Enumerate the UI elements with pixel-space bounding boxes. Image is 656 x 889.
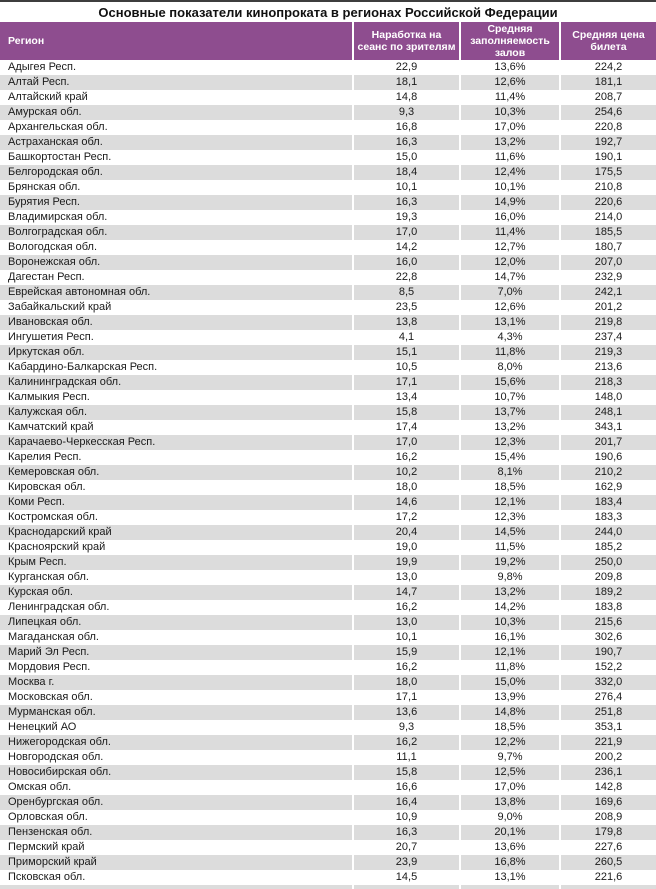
table-row (0, 435, 656, 450)
table-header (0, 22, 656, 60)
region-cell: Красноярский край (0, 540, 352, 555)
avg-occupancy-cell: 16,8% (461, 855, 559, 870)
per-session-attendance-cell: 16,0 (354, 255, 459, 270)
avg-ticket-price-cell: 343,1 (561, 420, 656, 435)
avg-occupancy-cell: 12,7% (461, 240, 559, 255)
per-session-attendance-cell: 17,1 (354, 690, 459, 705)
avg-occupancy-cell: 15,0% (461, 675, 559, 690)
avg-ticket-price-cell: 142,8 (561, 780, 656, 795)
avg-ticket-price-cell: 152,2 (561, 660, 656, 675)
avg-ticket-price-cell: 353,1 (561, 720, 656, 735)
avg-ticket-price-cell: 185,2 (561, 540, 656, 555)
avg-occupancy-cell: 9,0% (461, 810, 559, 825)
table-row (0, 315, 656, 330)
table-row (0, 390, 656, 405)
table-row (0, 825, 656, 840)
avg-occupancy-cell: 12,6% (461, 300, 559, 315)
per-session-attendance-cell: 16,3 (354, 825, 459, 840)
region-cell: Псковская обл. (0, 870, 352, 885)
avg-ticket-price-cell: 219,8 (561, 315, 656, 330)
avg-occupancy-cell: 20,1% (461, 825, 559, 840)
per-session-attendance-cell: 13,0 (354, 570, 459, 585)
avg-ticket-price-cell: 302,6 (561, 630, 656, 645)
region-cell: Омская обл. (0, 780, 352, 795)
per-session-attendance-cell: 16,6 (354, 780, 459, 795)
avg-ticket-price-cell: 209,8 (561, 570, 656, 585)
per-session-attendance-cell: 16,8 (354, 120, 459, 135)
avg-ticket-price-cell: 189,2 (561, 585, 656, 600)
avg-occupancy-cell: 13,7% (461, 405, 559, 420)
table-row (0, 525, 656, 540)
avg-occupancy-cell: 13,2% (461, 420, 559, 435)
table-row (0, 570, 656, 585)
table-row (0, 510, 656, 525)
table-row (0, 420, 656, 435)
per-session-attendance-cell: 17,1 (354, 375, 459, 390)
per-session-attendance-cell: 10,9 (354, 810, 459, 825)
avg-ticket-price-cell: 236,1 (561, 765, 656, 780)
table-row (0, 555, 656, 570)
table-row (0, 645, 656, 660)
avg-occupancy-cell: 13,9% (461, 690, 559, 705)
per-session-attendance-cell: 10,2 (354, 465, 459, 480)
avg-ticket-price-cell: 332,0 (561, 675, 656, 690)
table-row (0, 285, 656, 300)
per-session-attendance-cell: 17,2 (354, 510, 459, 525)
avg-ticket-price-cell: 207,0 (561, 255, 656, 270)
region-cell: Камчатский край (0, 420, 352, 435)
avg-ticket-price-cell: 237,4 (561, 330, 656, 345)
region-cell: Калининградская обл. (0, 375, 352, 390)
table-row (0, 540, 656, 555)
per-session-attendance-cell: 22,9 (354, 60, 459, 75)
avg-ticket-price-cell: 221,6 (561, 870, 656, 885)
per-session-attendance-cell: 4,1 (354, 330, 459, 345)
per-session-attendance-cell: 19,0 (354, 540, 459, 555)
region-cell: Калмыкия Респ. (0, 390, 352, 405)
table-row (0, 165, 656, 180)
avg-occupancy-cell: 18,5% (461, 720, 559, 735)
avg-ticket-price-cell: 210,2 (561, 465, 656, 480)
avg-ticket-price-cell: 200,2 (561, 750, 656, 765)
region-cell: Амурская обл. (0, 105, 352, 120)
per-session-attendance-cell: 16,3 (354, 195, 459, 210)
avg-ticket-price-cell: 215,6 (561, 615, 656, 630)
avg-occupancy-cell: 17,0% (461, 780, 559, 795)
avg-ticket-price-cell: 219,3 (561, 345, 656, 360)
table-row (0, 450, 656, 465)
avg-occupancy-cell: 7,0% (461, 285, 559, 300)
region-cell: Курская обл. (0, 585, 352, 600)
per-session-attendance-cell: 15,8 (354, 405, 459, 420)
region-cell: Карелия Респ. (0, 450, 352, 465)
region-cell: Нижегородская обл. (0, 735, 352, 750)
region-cell: Калужская обл. (0, 405, 352, 420)
region-cell: Белгородская обл. (0, 165, 352, 180)
avg-occupancy-cell: 12,3% (461, 510, 559, 525)
avg-ticket-price-cell: 190,7 (561, 645, 656, 660)
avg-occupancy-cell: 15,6% (461, 375, 559, 390)
avg-occupancy-cell: 11,4% (461, 90, 559, 105)
region-cell: Иркутская обл. (0, 345, 352, 360)
region-cell: Архангельская обл. (0, 120, 352, 135)
table-row (0, 585, 656, 600)
per-session-attendance-cell: 23,9 (354, 855, 459, 870)
region-cell: Владимирская обл. (0, 210, 352, 225)
region-cell: Брянская обл. (0, 180, 352, 195)
region-cell: Кемеровская обл. (0, 465, 352, 480)
region-cell: Курганская обл. (0, 570, 352, 585)
avg-ticket-price-cell: 276,4 (561, 690, 656, 705)
cutoff-row (0, 885, 656, 889)
avg-occupancy-cell: 16,0% (461, 210, 559, 225)
table-row (0, 780, 656, 795)
avg-occupancy-cell: 12,5% (461, 765, 559, 780)
avg-occupancy-cell: 16,1% (461, 630, 559, 645)
table-row (0, 345, 656, 360)
region-cell: Костромская обл. (0, 510, 352, 525)
region-cell: Новгородская обл. (0, 750, 352, 765)
per-session-attendance-cell: 15,8 (354, 765, 459, 780)
table-row (0, 225, 656, 240)
per-session-attendance-cell: 16,2 (354, 450, 459, 465)
avg-occupancy-cell: 10,7% (461, 390, 559, 405)
region-cell: Приморский край (0, 855, 352, 870)
avg-ticket-price-cell: 201,7 (561, 435, 656, 450)
avg-occupancy-cell: 14,5% (461, 525, 559, 540)
per-session-attendance-cell: 14,2 (354, 240, 459, 255)
avg-occupancy-cell: 10,3% (461, 105, 559, 120)
per-session-attendance-cell: 20,4 (354, 525, 459, 540)
region-cell: Новосибирская обл. (0, 765, 352, 780)
table-row (0, 300, 656, 315)
table-row (0, 180, 656, 195)
avg-ticket-price-cell: 248,1 (561, 405, 656, 420)
avg-ticket-price-cell: 180,7 (561, 240, 656, 255)
region-cell: Ивановская обл. (0, 315, 352, 330)
per-session-attendance-cell: 17,0 (354, 435, 459, 450)
cutoff-cell (461, 885, 559, 889)
table-row (0, 600, 656, 615)
avg-ticket-price-cell: 192,7 (561, 135, 656, 150)
table-row (0, 360, 656, 375)
avg-occupancy-cell: 14,9% (461, 195, 559, 210)
region-cell: Кировская обл. (0, 480, 352, 495)
region-cell: Мордовия Респ. (0, 660, 352, 675)
avg-occupancy-cell: 8,1% (461, 465, 559, 480)
avg-ticket-price-cell: 148,0 (561, 390, 656, 405)
per-session-attendance-cell: 15,0 (354, 150, 459, 165)
avg-ticket-price-cell: 260,5 (561, 855, 656, 870)
region-cell: Дагестан Респ. (0, 270, 352, 285)
avg-occupancy-cell: 12,0% (461, 255, 559, 270)
per-session-attendance-cell: 19,9 (354, 555, 459, 570)
region-cell: Еврейская автономная обл. (0, 285, 352, 300)
per-session-attendance-cell: 9,3 (354, 105, 459, 120)
per-session-attendance-cell: 10,1 (354, 180, 459, 195)
per-session-attendance-cell: 22,8 (354, 270, 459, 285)
avg-ticket-price-cell: 221,9 (561, 735, 656, 750)
avg-ticket-price-cell: 213,6 (561, 360, 656, 375)
per-session-attendance-cell: 9,3 (354, 720, 459, 735)
per-session-attendance-cell: 13,8 (354, 315, 459, 330)
table-row (0, 735, 656, 750)
avg-occupancy-cell: 14,7% (461, 270, 559, 285)
avg-ticket-price-cell: 181,1 (561, 75, 656, 90)
region-cell: Московская обл. (0, 690, 352, 705)
avg-occupancy-cell: 12,6% (461, 75, 559, 90)
avg-occupancy-cell: 8,0% (461, 360, 559, 375)
table-row (0, 255, 656, 270)
region-cell: Липецкая обл. (0, 615, 352, 630)
table-row (0, 210, 656, 225)
avg-ticket-price-cell: 242,1 (561, 285, 656, 300)
table-row (0, 810, 656, 825)
avg-occupancy-cell: 9,8% (461, 570, 559, 585)
table-row (0, 750, 656, 765)
region-cell: Карачаево-Черкесская Респ. (0, 435, 352, 450)
table-row (0, 855, 656, 870)
table-row (0, 495, 656, 510)
region-cell: Волгоградская обл. (0, 225, 352, 240)
per-session-attendance-cell: 23,5 (354, 300, 459, 315)
avg-occupancy-cell: 12,3% (461, 435, 559, 450)
avg-occupancy-cell: 12,4% (461, 165, 559, 180)
region-cell: Пензенская обл. (0, 825, 352, 840)
table-row (0, 90, 656, 105)
avg-occupancy-cell: 13,8% (461, 795, 559, 810)
region-cell: Оренбургская обл. (0, 795, 352, 810)
table-row (0, 75, 656, 90)
table-row (0, 105, 656, 120)
avg-ticket-price-cell: 254,6 (561, 105, 656, 120)
per-session-attendance-cell: 16,2 (354, 660, 459, 675)
region-cell: Пермский край (0, 840, 352, 855)
region-cell: Орловская обл. (0, 810, 352, 825)
table-row (0, 840, 656, 855)
region-cell: Марий Эл Респ. (0, 645, 352, 660)
avg-ticket-price-cell: 214,0 (561, 210, 656, 225)
avg-occupancy-cell: 13,1% (461, 315, 559, 330)
column-header-region: Регион (0, 22, 352, 60)
cutoff-cell (354, 885, 459, 889)
per-session-attendance-cell: 14,6 (354, 495, 459, 510)
table-row (0, 660, 656, 675)
region-cell: Москва г. (0, 675, 352, 690)
per-session-attendance-cell: 18,1 (354, 75, 459, 90)
per-session-attendance-cell: 18,4 (354, 165, 459, 180)
avg-occupancy-cell: 13,6% (461, 840, 559, 855)
per-session-attendance-cell: 10,5 (354, 360, 459, 375)
column-header-avg-ticket-price: Средняя цена билета (561, 22, 656, 60)
per-session-attendance-cell: 18,0 (354, 480, 459, 495)
cutoff-cell (0, 885, 352, 889)
avg-ticket-price-cell: 183,8 (561, 600, 656, 615)
avg-ticket-price-cell: 183,3 (561, 510, 656, 525)
avg-ticket-price-cell: 208,7 (561, 90, 656, 105)
table-row (0, 135, 656, 150)
region-cell: Адыгея Респ. (0, 60, 352, 75)
per-session-attendance-cell: 17,0 (354, 225, 459, 240)
avg-occupancy-cell: 13,2% (461, 135, 559, 150)
per-session-attendance-cell: 16,3 (354, 135, 459, 150)
per-session-attendance-cell: 18,0 (354, 675, 459, 690)
table-row (0, 330, 656, 345)
table-row (0, 795, 656, 810)
per-session-attendance-cell: 11,1 (354, 750, 459, 765)
avg-ticket-price-cell: 210,8 (561, 180, 656, 195)
table-row (0, 270, 656, 285)
region-cell: Магаданская обл. (0, 630, 352, 645)
avg-ticket-price-cell: 244,0 (561, 525, 656, 540)
avg-ticket-price-cell: 227,6 (561, 840, 656, 855)
region-cell: Мурманская обл. (0, 705, 352, 720)
avg-occupancy-cell: 14,8% (461, 705, 559, 720)
avg-occupancy-cell: 12,2% (461, 735, 559, 750)
table-row (0, 480, 656, 495)
per-session-attendance-cell: 14,7 (354, 585, 459, 600)
avg-ticket-price-cell: 220,6 (561, 195, 656, 210)
region-cell: Башкортостан Респ. (0, 150, 352, 165)
avg-ticket-price-cell: 169,6 (561, 795, 656, 810)
table-row (0, 120, 656, 135)
per-session-attendance-cell: 13,6 (354, 705, 459, 720)
avg-ticket-price-cell: 185,5 (561, 225, 656, 240)
region-cell: Крым Респ. (0, 555, 352, 570)
per-session-attendance-cell: 14,8 (354, 90, 459, 105)
avg-occupancy-cell: 17,0% (461, 120, 559, 135)
avg-occupancy-cell: 13,6% (461, 60, 559, 75)
table-row (0, 720, 656, 735)
per-session-attendance-cell: 15,1 (354, 345, 459, 360)
region-cell: Алтай Респ. (0, 75, 352, 90)
region-cell: Забайкальский край (0, 300, 352, 315)
region-cell: Ненецкий АО (0, 720, 352, 735)
avg-occupancy-cell: 4,3% (461, 330, 559, 345)
avg-occupancy-cell: 10,3% (461, 615, 559, 630)
avg-ticket-price-cell: 190,6 (561, 450, 656, 465)
avg-ticket-price-cell: 201,2 (561, 300, 656, 315)
avg-ticket-price-cell: 251,8 (561, 705, 656, 720)
table-row (0, 240, 656, 255)
region-cell: Воронежская обл. (0, 255, 352, 270)
region-cell: Бурятия Респ. (0, 195, 352, 210)
table-row (0, 465, 656, 480)
per-session-attendance-cell: 8,5 (354, 285, 459, 300)
per-session-attendance-cell: 20,7 (354, 840, 459, 855)
table-row (0, 150, 656, 165)
avg-occupancy-cell: 19,2% (461, 555, 559, 570)
avg-occupancy-cell: 13,2% (461, 585, 559, 600)
per-session-attendance-cell: 14,5 (354, 870, 459, 885)
avg-occupancy-cell: 11,8% (461, 660, 559, 675)
per-session-attendance-cell: 19,3 (354, 210, 459, 225)
table-row (0, 690, 656, 705)
table-row (0, 195, 656, 210)
table-row (0, 60, 656, 75)
region-cell: Алтайский край (0, 90, 352, 105)
avg-occupancy-cell: 12,1% (461, 645, 559, 660)
table-row (0, 765, 656, 780)
avg-ticket-price-cell: 250,0 (561, 555, 656, 570)
per-session-attendance-cell: 13,0 (354, 615, 459, 630)
region-cell: Ингушетия Респ. (0, 330, 352, 345)
table-row (0, 375, 656, 390)
table-row (0, 405, 656, 420)
table-row (0, 630, 656, 645)
table-body (0, 60, 656, 885)
region-cell: Астраханская обл. (0, 135, 352, 150)
column-header-per-session-attendance: Наработка на сеанс по зрителям (354, 22, 459, 60)
avg-ticket-price-cell: 175,5 (561, 165, 656, 180)
per-session-attendance-cell: 10,1 (354, 630, 459, 645)
column-header-avg-occupancy: Средняя заполняемость залов (461, 22, 559, 60)
avg-ticket-price-cell: 208,9 (561, 810, 656, 825)
per-session-attendance-cell: 16,2 (354, 735, 459, 750)
avg-ticket-price-cell: 183,4 (561, 495, 656, 510)
table-row (0, 675, 656, 690)
avg-occupancy-cell: 11,4% (461, 225, 559, 240)
table-row (0, 870, 656, 885)
avg-occupancy-cell: 9,7% (461, 750, 559, 765)
avg-ticket-price-cell: 220,8 (561, 120, 656, 135)
region-cell: Краснодарский край (0, 525, 352, 540)
cutoff-cell (561, 885, 656, 889)
region-cell: Кабардино-Балкарская Респ. (0, 360, 352, 375)
avg-occupancy-cell: 10,1% (461, 180, 559, 195)
region-cell: Вологодская обл. (0, 240, 352, 255)
avg-occupancy-cell: 11,5% (461, 540, 559, 555)
avg-occupancy-cell: 11,6% (461, 150, 559, 165)
per-session-attendance-cell: 15,9 (354, 645, 459, 660)
region-cell: Коми Респ. (0, 495, 352, 510)
page-title: Основные показатели кинопроката в регионах Российской Федерации (98, 5, 558, 20)
avg-occupancy-cell: 14,2% (461, 600, 559, 615)
avg-occupancy-cell: 15,4% (461, 450, 559, 465)
per-session-attendance-cell: 13,4 (354, 390, 459, 405)
avg-ticket-price-cell: 232,9 (561, 270, 656, 285)
table-row (0, 705, 656, 720)
avg-ticket-price-cell: 224,2 (561, 60, 656, 75)
avg-occupancy-cell: 12,1% (461, 495, 559, 510)
avg-ticket-price-cell: 218,3 (561, 375, 656, 390)
avg-occupancy-cell: 11,8% (461, 345, 559, 360)
table-row (0, 615, 656, 630)
avg-occupancy-cell: 18,5% (461, 480, 559, 495)
avg-occupancy-cell: 13,1% (461, 870, 559, 885)
per-session-attendance-cell: 16,4 (354, 795, 459, 810)
avg-ticket-price-cell: 179,8 (561, 825, 656, 840)
avg-ticket-price-cell: 162,9 (561, 480, 656, 495)
per-session-attendance-cell: 16,2 (354, 600, 459, 615)
region-cell: Ленинградская обл. (0, 600, 352, 615)
avg-ticket-price-cell: 190,1 (561, 150, 656, 165)
per-session-attendance-cell: 17,4 (354, 420, 459, 435)
